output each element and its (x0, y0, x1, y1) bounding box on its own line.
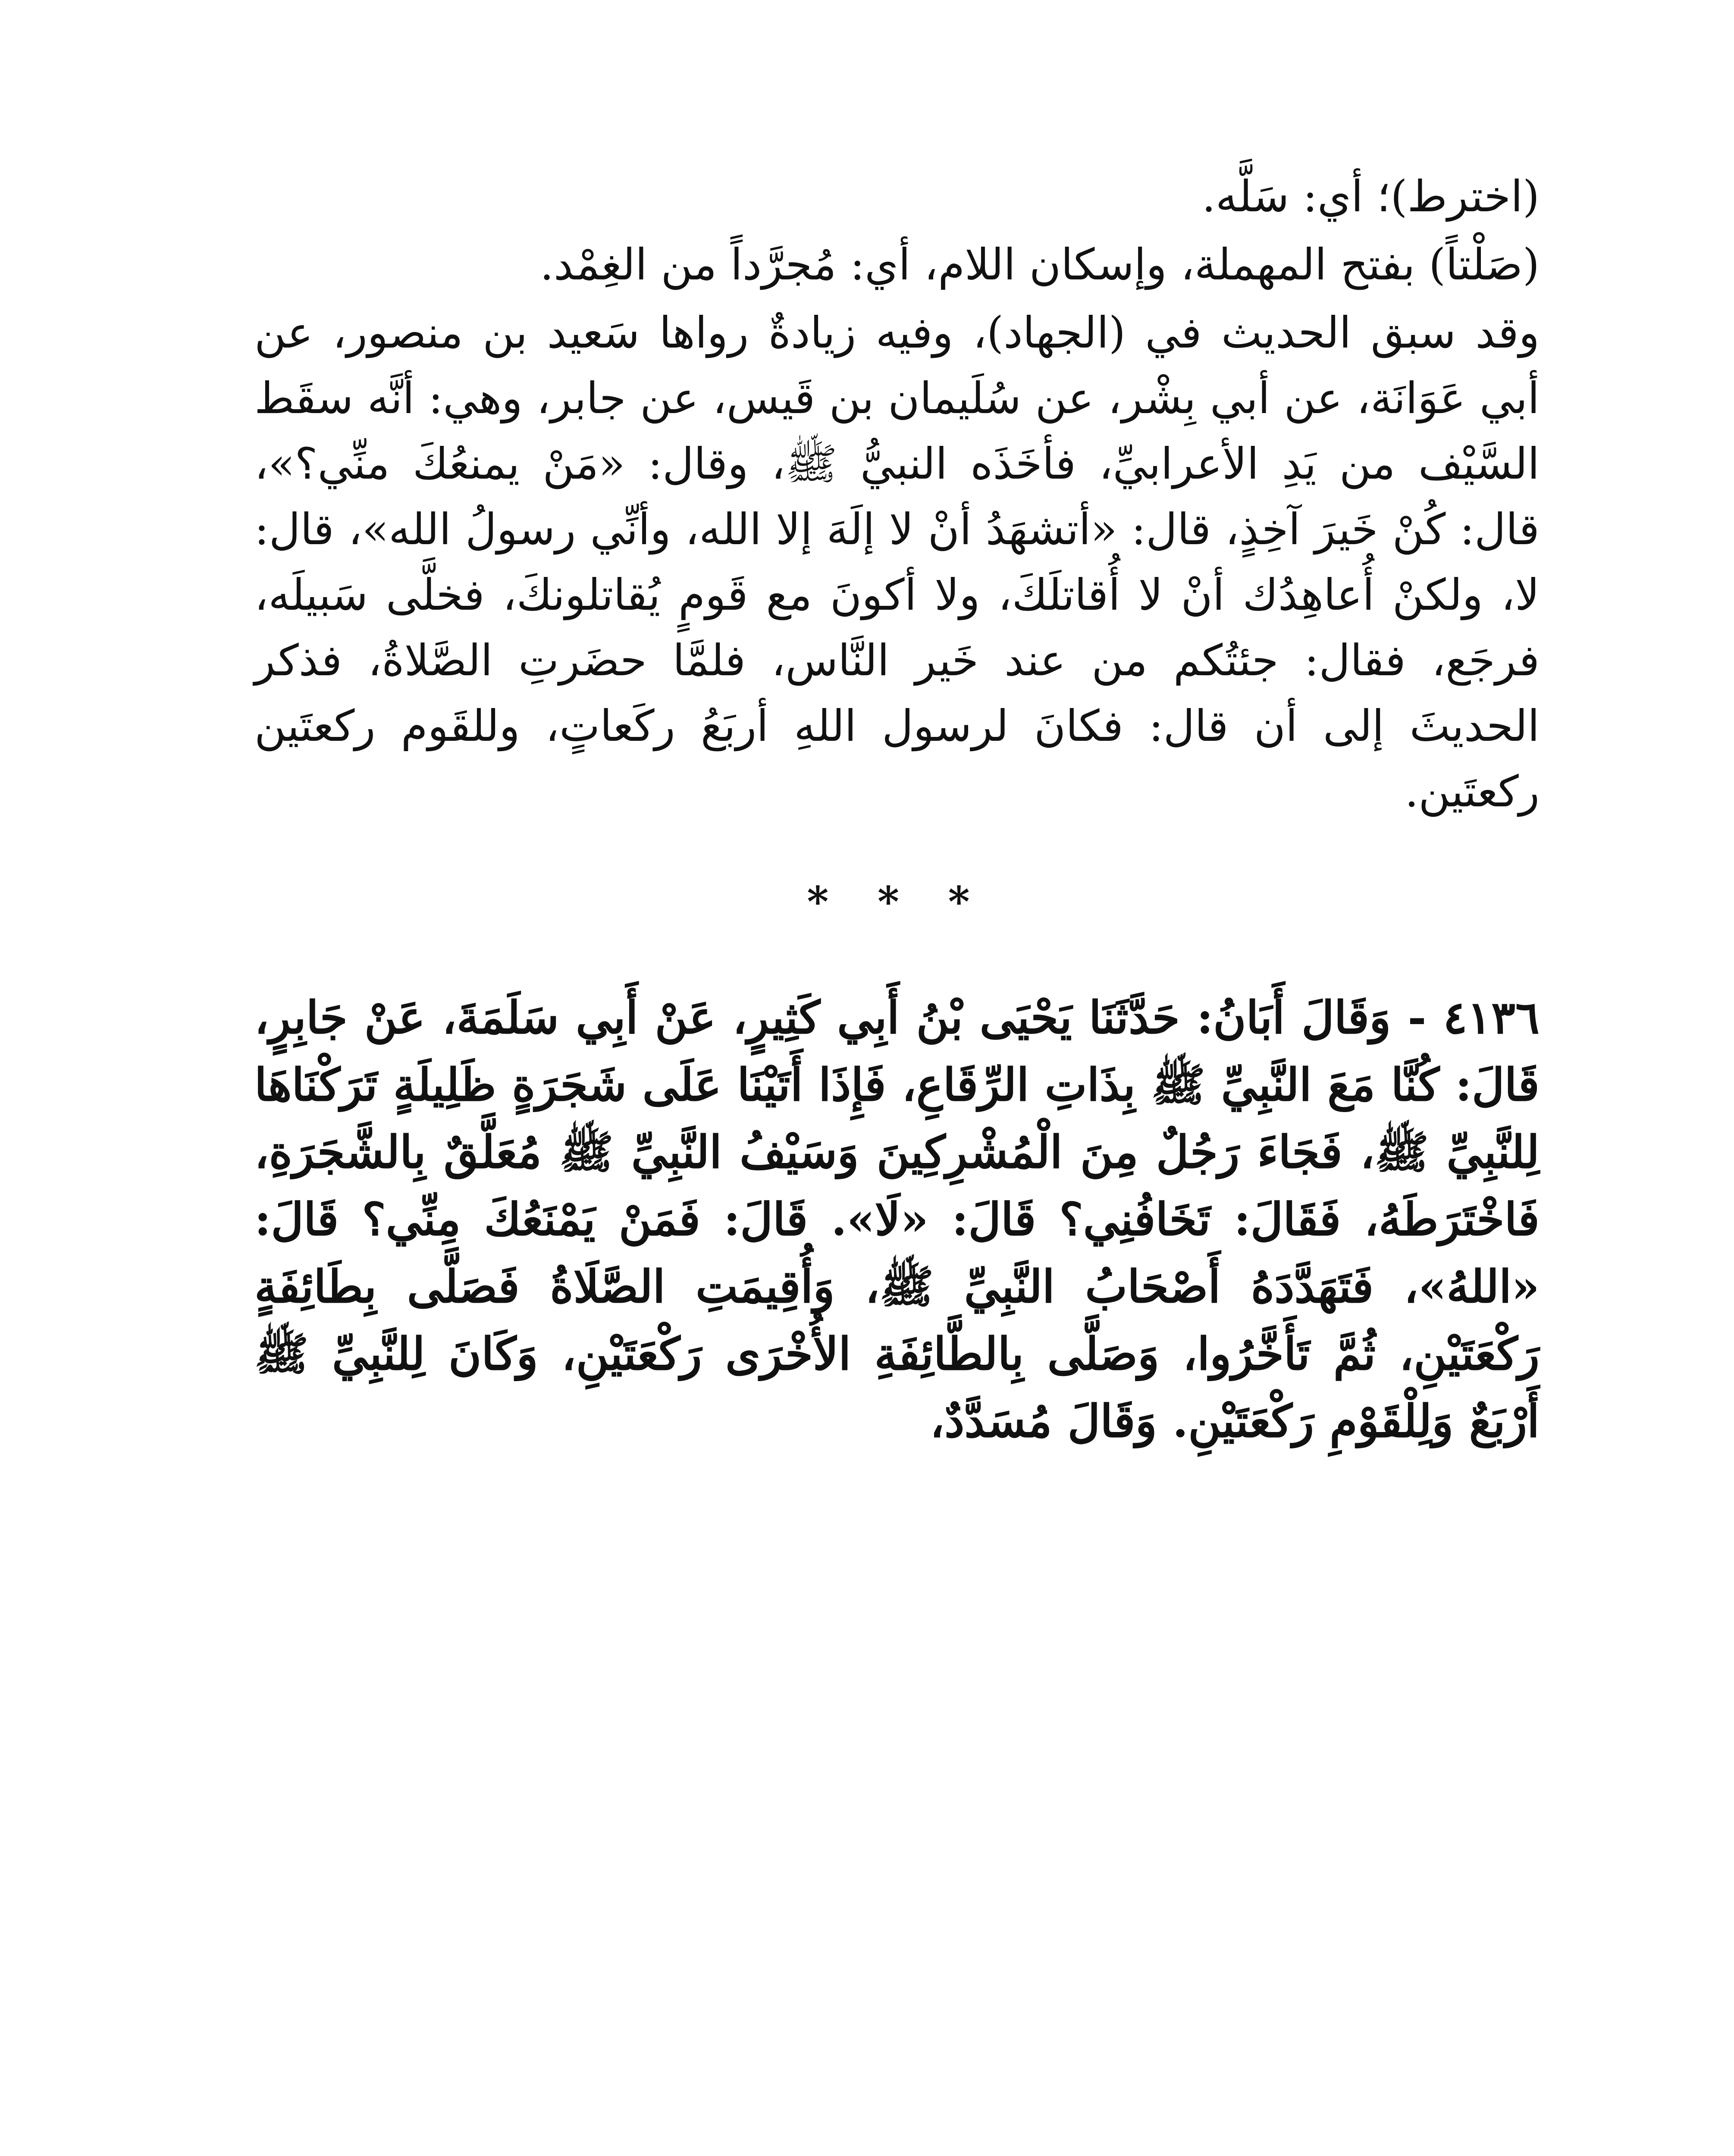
gloss-line-ikhtarata: (اخترط)؛ أي: سَلَّه. (1202, 171, 1540, 222)
section-divider: * * * (807, 877, 987, 926)
commentary-paragraph: وقد سبق الحديث في (الجهاد)، وفيه زيادةٌ رواها سَعيد بن منصور، عن أبي عَوَانَة، عن أبي بِشْر، عن سُلَيمان بن قَيس، عن جابر، وهي: أنَّه سقَط السَّيْف من يَدِ الأعرابيِّ، فأخَذَه النبيُّ ﷺ، وقال: «مَنْ يمنعُكَ منِّي؟»، قال: كُنْ خَيرَ آخِذٍ، قال: «أتشهَدُ أنْ لا إلَهَ إلا الله، وأنِّي رسولُ الله»، قال: لا، ولكنْ أُعاهِدُك أنْ لا أُقاتلَكَ، ولا أكونَ مع قَومٍ يُقاتلونكَ، فخلَّى سَبيلَه، فرجَع، فقال: جئتُكم من عند خَير النَّاس، فلمَّا حضَرتِ الصَّلاةُ، فذكر الحديثَ إلى أن قال: فكانَ لرسول اللهِ أربَعُ ركَعاتٍ، وللقَوم ركعتَين ركعتَين. (254, 307, 1540, 817)
hadith-section (254, 984, 1540, 1455)
gloss-line-saltan: (صَلْتاً) بفتح المهملة، وإسكان اللام، أي: مُجرَّداً من الغِمْد. (540, 239, 1540, 290)
commentary-section (254, 164, 1540, 824)
hadith-text: ٤١٣٦ - وَقَالَ أَبَانُ: حَدَّثَنَا يَحْيَى بْنُ أَبِي كَثِيرٍ، عَنْ أَبِي سَلَمَةَ، عَنْ جَابِرٍ، قَالَ: كُنَّا مَعَ النَّبِيِّ ﷺ بِذَاتِ الرِّقَاعِ، فَإِذَا أَتَيْنَا عَلَى شَجَرَةٍ ظَلِيلَةٍ تَرَكْنَاهَا لِلنَّبِيِّ ﷺ، فَجَاءَ رَجُلٌ مِنَ الْمُشْرِكِينَ وَسَيْفُ النَّبِيِّ ﷺ مُعَلَّقٌ بِالشَّجَرَةِ، فَاخْتَرَطَهُ، فَقَالَ: تَخَافُنِي؟ قَالَ: «لَا». قَالَ: فَمَنْ يَمْنَعُكَ مِنِّي؟ قَالَ: «اللهُ»، فَتَهَدَّدَهُ أَصْحَابُ النَّبِيِّ ﷺ، وَأُقِيمَتِ الصَّلَاةُ فَصَلَّى بِطَائِفَةٍ رَكْعَتَيْنِ، ثُمَّ تَأَخَّرُوا، وَصَلَّى بِالطَّائِفَةِ الأُخْرَى رَكْعَتَيْنِ، وَكَانَ لِلنَّبِيِّ ﷺ أَرْبَعٌ وَلِلْقَوْمِ رَكْعَتَيْنِ. وَقَالَ مُسَدَّدٌ، (254, 991, 1540, 1448)
page-body (254, 164, 1540, 1455)
